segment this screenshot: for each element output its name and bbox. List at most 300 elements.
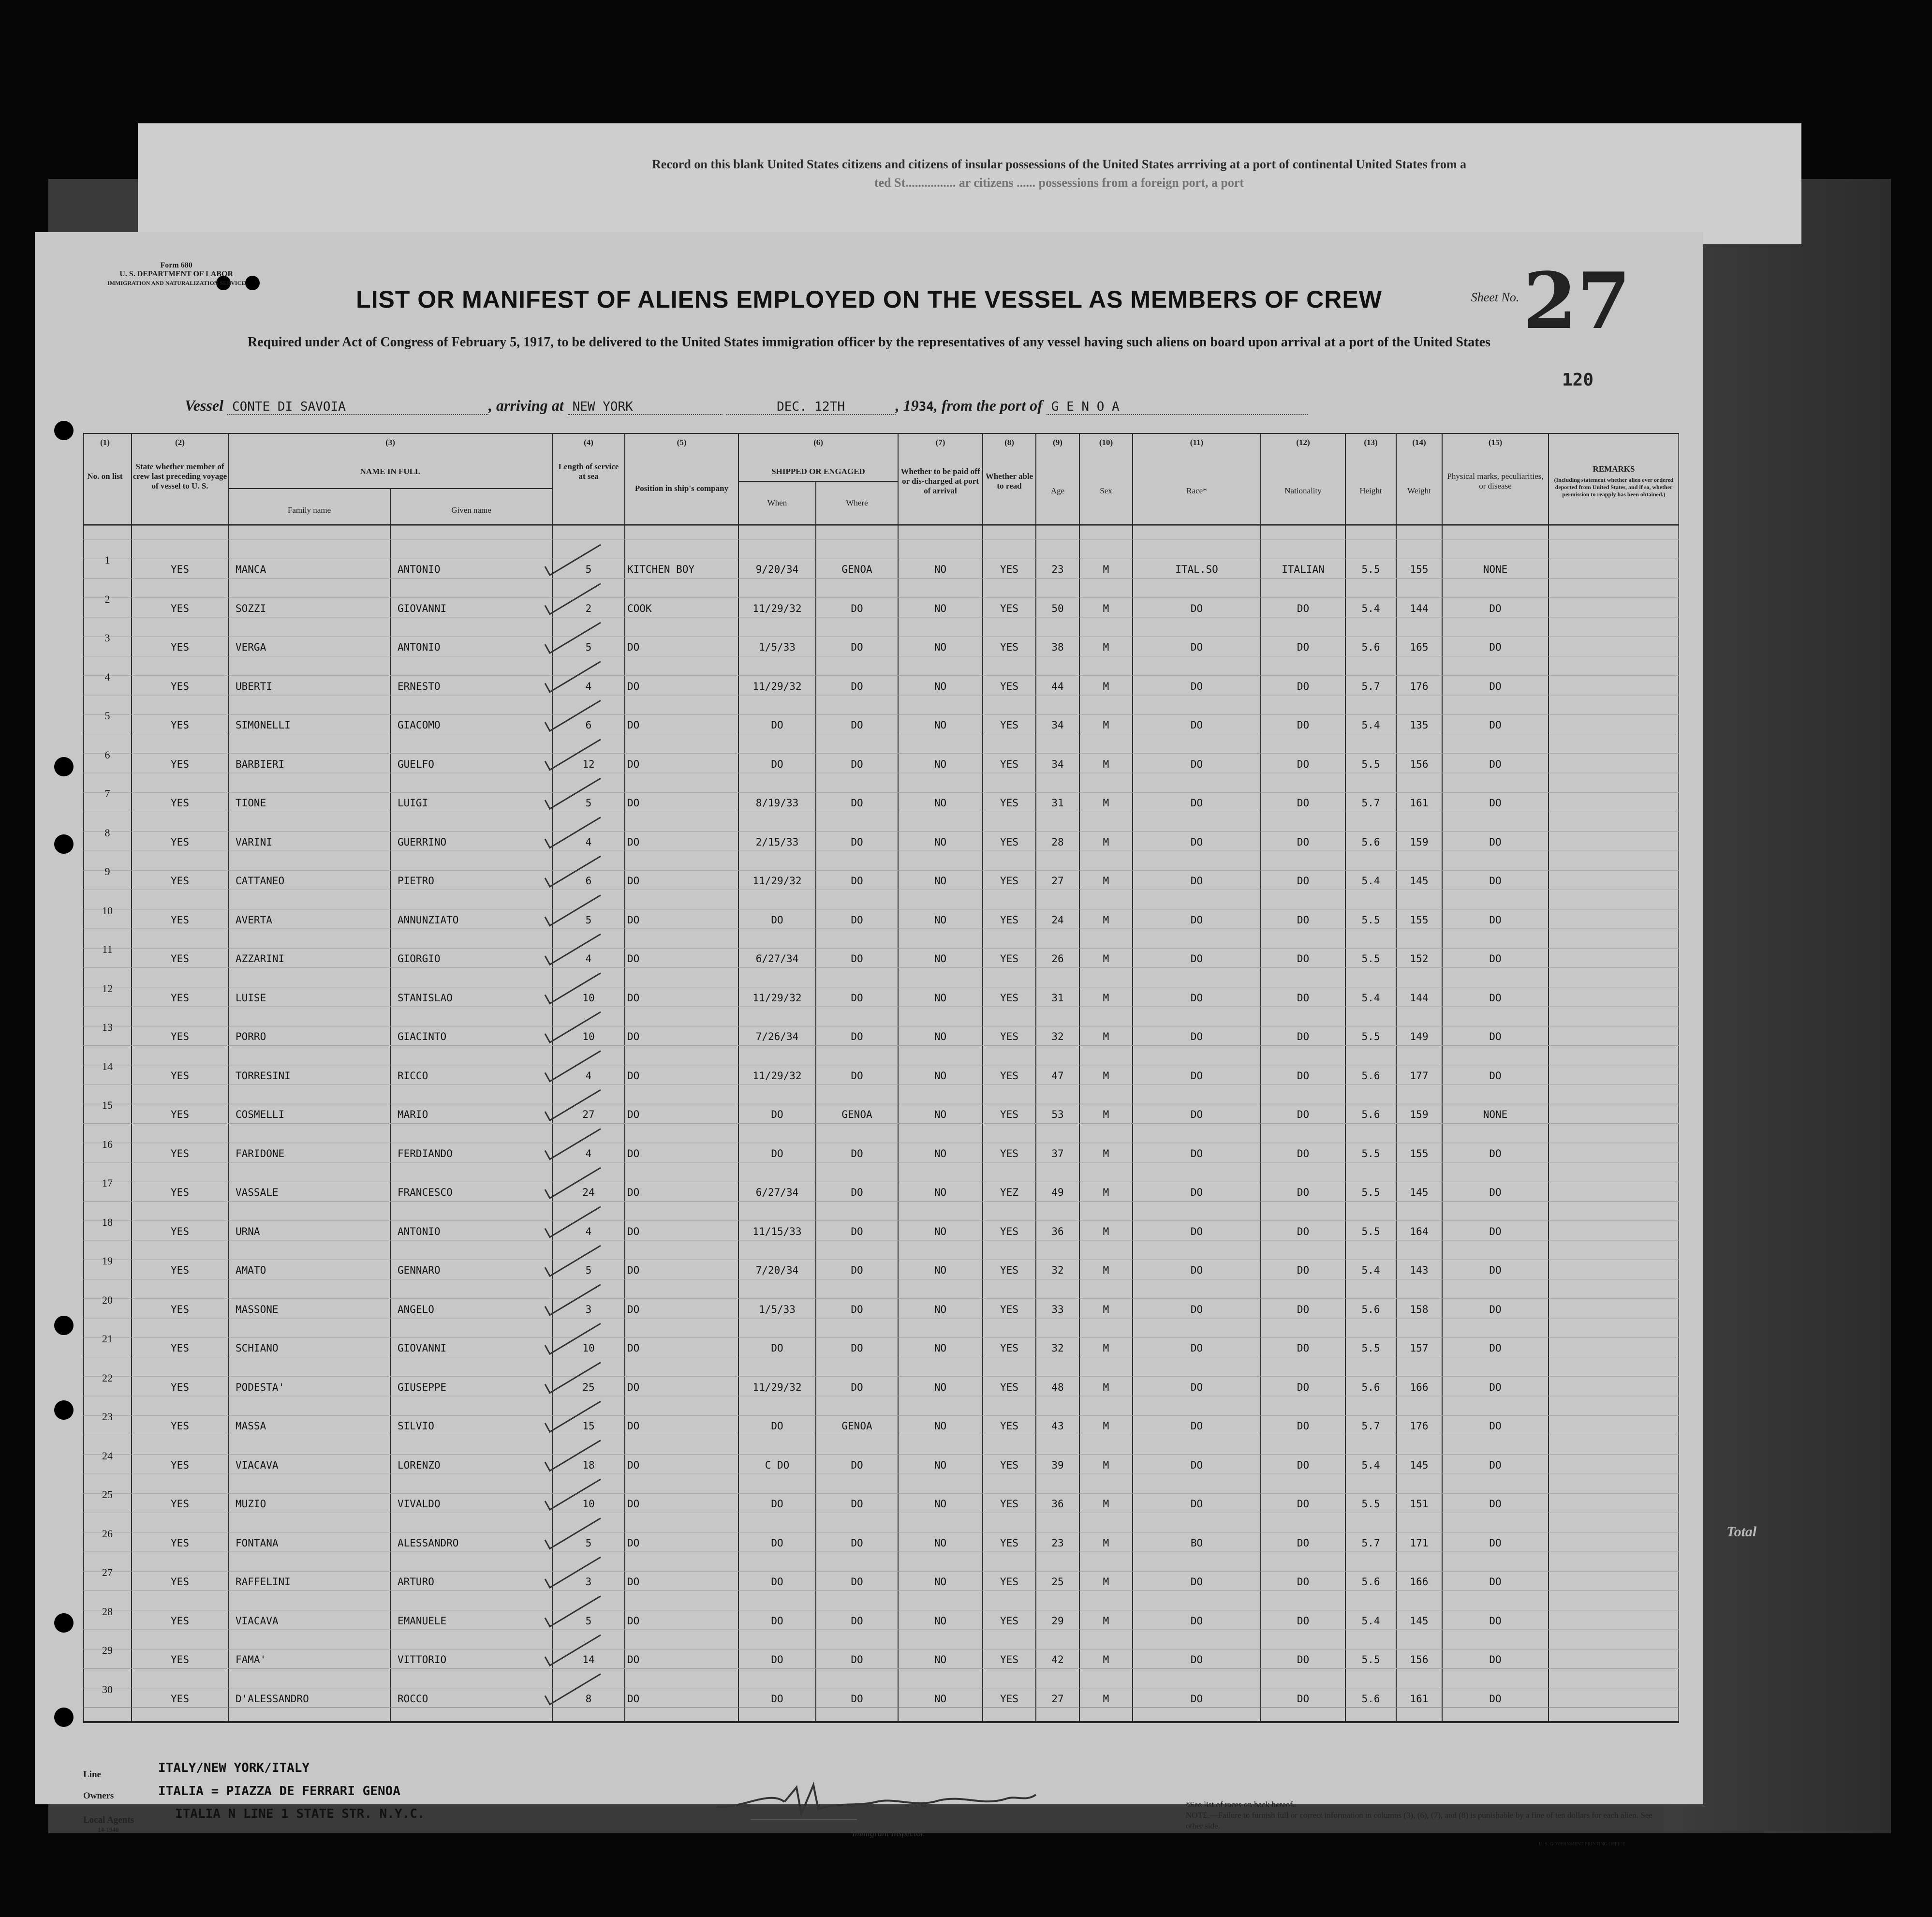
cell-weight: 145 (1410, 1459, 1429, 1471)
cell-prior: YES (171, 680, 189, 692)
col-service-num: (4) (584, 438, 593, 447)
cell-position: DO (627, 992, 640, 1004)
cell-race: DO (1190, 992, 1203, 1004)
cell-no: 10 (102, 904, 113, 917)
departure-port: G E N O A (1047, 400, 1308, 415)
cell-marks: NONE (1483, 1109, 1508, 1120)
cell-given: ANNUNZIATO (398, 914, 459, 926)
cell-height: 5.4 (1361, 719, 1380, 731)
binder-hole (54, 757, 74, 776)
cell-no: 16 (102, 1138, 113, 1150)
cell-read: YES (1000, 564, 1018, 575)
cell-race: DO (1190, 1070, 1203, 1082)
cell-weight: 156 (1410, 1654, 1429, 1665)
cell-service: 6 (585, 875, 592, 887)
cell-when: DO (771, 914, 783, 926)
cell-no: 24 (102, 1449, 113, 1462)
cell-nationality: DO (1297, 1459, 1310, 1471)
cell-position: DO (627, 1303, 640, 1315)
cell-position: DO (627, 1459, 640, 1471)
cell-race: DO (1190, 719, 1203, 731)
cell-no: 15 (102, 1099, 113, 1111)
cell-when: 1/5/33 (759, 641, 796, 653)
cell-where: DO (851, 1225, 863, 1237)
col-height-num: (13) (1364, 438, 1378, 447)
cell-when: 6/27/34 (755, 1187, 799, 1198)
cell-prior: YES (171, 1187, 189, 1198)
cell-when: 11/15/33 (752, 1225, 802, 1237)
cell-paid: NO (934, 797, 947, 809)
cell-where: DO (851, 1654, 863, 1665)
cell-family: CATTANEO (236, 875, 285, 887)
cell-marks: DO (1489, 914, 1502, 926)
cell-position: DO (627, 797, 640, 809)
cell-sex: M (1103, 797, 1109, 809)
cell-position: DO (627, 1031, 640, 1042)
binder-hole (54, 421, 74, 440)
cell-position: DO (627, 1615, 640, 1627)
cell-no: 11 (102, 943, 113, 955)
cell-no: 29 (102, 1644, 113, 1656)
cell-where: DO (851, 797, 863, 809)
cell-where: DO (851, 1576, 863, 1588)
cell-where: DO (851, 1303, 863, 1315)
cell-weight: 156 (1410, 758, 1429, 770)
cell-position: DO (627, 1576, 640, 1588)
cell-height: 5.5 (1361, 1187, 1380, 1198)
cell-weight: 145 (1410, 1187, 1429, 1198)
cell-family: MUZIO (236, 1498, 266, 1510)
col-nationality-num: (12) (1296, 438, 1310, 447)
cell-sex: M (1103, 1420, 1109, 1432)
cell-weight: 159 (1410, 1109, 1429, 1120)
races-note: *See list of races on back hereof. (1186, 1800, 1295, 1809)
cell-nationality: DO (1297, 1615, 1310, 1627)
cell-weight: 155 (1410, 914, 1429, 926)
cell-paid: NO (934, 1264, 947, 1276)
cell-marks: DO (1489, 719, 1502, 731)
cell-position: DO (627, 1264, 640, 1276)
cell-paid: NO (934, 1576, 947, 1588)
cell-when: DO (771, 1693, 783, 1705)
cell-sex: M (1103, 1459, 1109, 1471)
cell-marks: DO (1489, 1342, 1502, 1354)
cell-weight: 164 (1410, 1225, 1429, 1237)
cell-age: 31 (1051, 797, 1064, 809)
cell-no: 20 (102, 1293, 113, 1306)
cell-family: RAFFELINI (236, 1576, 291, 1588)
cell-read: YES (1000, 797, 1018, 809)
cell-race: DO (1190, 1459, 1203, 1471)
col-height-label: Height (1359, 486, 1382, 495)
cell-nationality: DO (1297, 1147, 1310, 1159)
cell-no: 22 (102, 1371, 113, 1384)
year-prefix: 19 (903, 397, 919, 414)
cell-race: DO (1190, 1225, 1203, 1237)
cell-family: FAMA' (236, 1654, 266, 1665)
cell-prior: YES (171, 1654, 189, 1665)
cell-no: 3 (104, 632, 110, 644)
agents-value: ITALIA N LINE 1 STATE STR. N.Y.C. (175, 1807, 425, 1821)
cell-nationality: DO (1297, 719, 1310, 731)
cell-sex: M (1103, 564, 1109, 575)
cell-when: DO (771, 1342, 783, 1354)
cell-family: MASSONE (236, 1303, 279, 1315)
cell-height: 5.7 (1361, 680, 1380, 692)
cell-sex: M (1103, 1498, 1109, 1510)
cell-marks: DO (1489, 1498, 1502, 1510)
cell-no: 8 (104, 826, 110, 839)
cell-marks: DO (1489, 641, 1502, 653)
cell-race: DO (1190, 1147, 1203, 1159)
cell-service: 27 (582, 1109, 595, 1120)
cell-read: YES (1000, 1420, 1018, 1432)
cell-read: YES (1000, 836, 1018, 848)
cell-position: DO (627, 680, 640, 692)
cell-prior: YES (171, 1342, 189, 1354)
binder-hole (54, 1400, 74, 1420)
cell-height: 5.4 (1361, 992, 1380, 1004)
col-name-label: NAME IN FULL (360, 467, 421, 476)
cell-given: GIACOMO (398, 719, 441, 731)
cell-nationality: DO (1297, 1303, 1310, 1315)
cell-where: DO (851, 1187, 863, 1198)
cell-race: DO (1190, 758, 1203, 770)
cell-age: 27 (1051, 1693, 1064, 1705)
cell-age: 34 (1051, 758, 1064, 770)
col-marks-label: Physical marks, peculiarities, or disease (1447, 472, 1544, 490)
form-service: IMMIGRATION AND NATURALIZATION SERVICE (107, 280, 246, 286)
cell-position: DO (627, 1537, 640, 1549)
cell-no: 14 (102, 1060, 113, 1072)
cell-marks: DO (1489, 1187, 1502, 1198)
cell-age: 36 (1051, 1225, 1064, 1237)
cell-where: DO (851, 1537, 863, 1549)
cell-given: LORENZO (398, 1459, 441, 1471)
cell-nationality: DO (1297, 1225, 1310, 1237)
cell-where: DO (851, 758, 863, 770)
cell-no: 21 (102, 1333, 113, 1345)
cell-height: 5.5 (1361, 1342, 1380, 1354)
cell-family: AVERTA (236, 914, 272, 926)
cell-no: 28 (102, 1605, 113, 1618)
cell-marks: DO (1489, 1031, 1502, 1042)
cell-where: DO (851, 680, 863, 692)
col-remarks-note: (Including statement whether alien ever ordered deported from United States, and if so, whether permission to reapply has been obtained.) (1554, 476, 1674, 498)
cell-service: 5 (585, 797, 592, 809)
cell-family: TORRESINI (236, 1070, 291, 1082)
cell-no: 6 (104, 748, 110, 761)
form-identifier (107, 261, 245, 287)
col-position-label: Position in ship's company (634, 484, 729, 493)
col-age-num: (9) (1053, 438, 1062, 447)
cell-given: EMANUELE (398, 1615, 447, 1627)
col-shipped-num: (6) (813, 438, 823, 447)
cell-service: 10 (582, 1342, 595, 1354)
cell-nationality: DO (1297, 602, 1310, 614)
cell-paid: NO (934, 1109, 947, 1120)
cell-prior: YES (171, 1693, 189, 1705)
cell-paid: NO (934, 914, 947, 926)
cell-weight: 151 (1410, 1498, 1429, 1510)
manifest-table (83, 433, 1679, 1749)
owners-value: ITALIA = PIAZZA DE FERRARI GENOA (158, 1784, 400, 1798)
cell-weight: 144 (1410, 992, 1429, 1004)
col-prior-num: (2) (175, 438, 185, 447)
cell-given: VIVALDO (398, 1498, 441, 1510)
cell-height: 5.7 (1361, 1420, 1380, 1432)
cell-family: AMATO (236, 1264, 266, 1276)
cell-position: DO (627, 1693, 640, 1705)
cell-prior: YES (171, 1070, 189, 1082)
col-remarks-label: REMARKS (1593, 464, 1635, 474)
cell-paid: NO (934, 953, 947, 965)
stamp-number: 120 (1562, 370, 1594, 390)
cell-height: 5.5 (1361, 1031, 1380, 1042)
cell-race: DO (1190, 1615, 1203, 1627)
cell-given: STANISLAO (398, 992, 453, 1004)
cell-when: DO (771, 719, 783, 731)
cell-read: YES (1000, 1147, 1018, 1159)
cell-service: 5 (585, 1264, 592, 1276)
cell-given: GIOVANNI (398, 602, 447, 614)
cell-sex: M (1103, 1109, 1109, 1120)
cell-race: DO (1190, 836, 1203, 848)
cell-race: DO (1190, 1187, 1203, 1198)
cell-family: VASSALE (236, 1187, 279, 1198)
cell-paid: NO (934, 992, 947, 1004)
cell-nationality: DO (1297, 797, 1310, 809)
cell-age: 33 (1051, 1303, 1064, 1315)
cell-read: YES (1000, 1693, 1018, 1705)
cell-position: DO (627, 1109, 640, 1120)
cell-family: VERGA (236, 641, 266, 653)
cell-marks: DO (1489, 1303, 1502, 1315)
cell-read: YES (1000, 1498, 1018, 1510)
cell-age: 25 (1051, 1576, 1064, 1588)
cell-sex: M (1103, 680, 1109, 692)
col-name-num: (3) (385, 438, 395, 447)
col-position-num: (5) (677, 438, 687, 447)
cell-height: 5.6 (1361, 1303, 1380, 1315)
cell-when: 1/5/33 (759, 1303, 796, 1315)
cell-paid: NO (934, 564, 947, 575)
cell-service: 5 (585, 1537, 592, 1549)
cell-prior: YES (171, 1147, 189, 1159)
cell-when: 6/27/34 (755, 953, 799, 965)
cell-when: DO (771, 1147, 783, 1159)
cell-sex: M (1103, 1693, 1109, 1705)
cell-paid: NO (934, 602, 947, 614)
cell-read: YES (1000, 1654, 1018, 1665)
cell-nationality: DO (1297, 1381, 1310, 1393)
cell-paid: NO (934, 1070, 947, 1082)
cell-service: 8 (585, 1693, 592, 1705)
cell-age: 39 (1051, 1459, 1064, 1471)
cell-service: 18 (582, 1459, 595, 1471)
sheet-number-value: 27 (1523, 255, 1631, 346)
cell-sex: M (1103, 758, 1109, 770)
cell-service: 10 (582, 1498, 595, 1510)
cell-marks: DO (1489, 1147, 1502, 1159)
line-label: Line (83, 1769, 101, 1780)
cell-race: DO (1190, 875, 1203, 887)
cell-race: DO (1190, 1654, 1203, 1665)
cell-position: DO (627, 1225, 640, 1237)
cell-paid: NO (934, 1187, 947, 1198)
cell-marks: DO (1489, 1459, 1502, 1471)
cell-weight: 155 (1410, 1147, 1429, 1159)
cell-race: DO (1190, 797, 1203, 809)
cell-family: SIMONELLI (236, 719, 291, 731)
cell-paid: NO (934, 641, 947, 653)
cell-given: FRANCESCO (398, 1187, 453, 1198)
cell-prior: YES (171, 953, 189, 965)
cell-age: 32 (1051, 1031, 1064, 1042)
cell-where: DO (851, 719, 863, 731)
col-sex-num: (10) (1099, 438, 1113, 447)
cell-race: DO (1190, 1420, 1203, 1432)
inspector-signature (712, 1780, 1041, 1828)
cell-service: 5 (585, 641, 592, 653)
cell-nationality: DO (1297, 1654, 1310, 1665)
cell-when: 2/15/33 (755, 836, 799, 848)
cell-nationality: DO (1297, 1070, 1310, 1082)
cell-race: DO (1190, 1498, 1203, 1510)
cell-nationality: DO (1297, 1576, 1310, 1588)
cell-nationality: DO (1297, 836, 1310, 848)
cell-service: 6 (585, 719, 592, 731)
cell-read: YES (1000, 1303, 1018, 1315)
col-race-num: (11) (1190, 438, 1204, 447)
cell-family: MANCA (236, 564, 266, 575)
line-value: ITALY/NEW YORK/ITALY (158, 1761, 310, 1775)
cell-read: YES (1000, 1225, 1018, 1237)
cell-given: ERNESTO (398, 680, 441, 692)
cell-where: DO (851, 1147, 863, 1159)
cell-read: YES (1000, 875, 1018, 887)
cell-weight: 145 (1410, 875, 1429, 887)
cell-marks: DO (1489, 1264, 1502, 1276)
cell-race: DO (1190, 1303, 1203, 1315)
cell-height: 5.4 (1361, 1264, 1380, 1276)
cell-marks: DO (1489, 680, 1502, 692)
cell-prior: YES (171, 1303, 189, 1315)
col-race-label: Race* (1186, 486, 1207, 495)
cell-prior: YES (171, 1459, 189, 1471)
cell-no: 1 (104, 554, 110, 566)
cell-family: BARBIERI (236, 758, 285, 770)
cell-prior: YES (171, 797, 189, 809)
cell-marks: DO (1489, 797, 1502, 809)
cell-read: YES (1000, 992, 1018, 1004)
inspector-label: Immigrant Inspector. (852, 1828, 925, 1838)
col-nationality-label: Nationality (1284, 486, 1322, 495)
cell-weight: 161 (1410, 797, 1429, 809)
col-age-label: Age (1050, 486, 1065, 495)
cell-family: PORRO (236, 1031, 266, 1042)
cell-age: 29 (1051, 1615, 1064, 1627)
cell-paid: NO (934, 1420, 947, 1432)
cell-race: DO (1190, 1264, 1203, 1276)
cell-sex: M (1103, 836, 1109, 848)
arrival-year: 34 (918, 400, 934, 414)
underlying-caption: Record on this blank United States citizens and citizens of insular possessions of the United States arrriving at a port of continental United States from a (652, 157, 1466, 171)
col-where-label: Where (846, 498, 868, 507)
cell-nationality: DO (1297, 1109, 1310, 1120)
cell-position: DO (627, 875, 640, 887)
cell-when: 8/19/33 (755, 797, 799, 809)
cell-nationality: DO (1297, 1342, 1310, 1354)
page-title: LIST OR MANIFEST OF ALIENS EMPLOYED ON THE VESSEL AS MEMBERS OF CREW (356, 286, 1382, 313)
cell-service: 24 (582, 1187, 595, 1198)
cell-paid: NO (934, 1615, 947, 1627)
cell-weight: 144 (1410, 602, 1429, 614)
agents-label: Local Agents (83, 1815, 134, 1825)
cell-when: DO (771, 1498, 783, 1510)
cell-sex: M (1103, 1070, 1109, 1082)
cell-prior: YES (171, 875, 189, 887)
cell-position: DO (627, 1342, 640, 1354)
cell-marks: DO (1489, 992, 1502, 1004)
cell-given: ALESSANDRO (398, 1537, 459, 1549)
cell-height: 5.4 (1361, 1459, 1380, 1471)
cell-prior: YES (171, 836, 189, 848)
cell-read: YES (1000, 1342, 1018, 1354)
cell-no: 4 (104, 670, 110, 683)
cell-family: VARINI (236, 836, 272, 848)
cell-race: DO (1190, 1693, 1203, 1705)
cell-age: 50 (1051, 602, 1064, 614)
cell-when: DO (771, 1420, 783, 1432)
form-number: Form 680 (160, 261, 192, 269)
cell-age: 23 (1051, 1537, 1064, 1549)
cell-position: KITCHEN BOY (627, 564, 695, 575)
cell-weight: 166 (1410, 1381, 1429, 1393)
col-no-label: No. on list (87, 472, 123, 481)
cell-paid: NO (934, 1654, 947, 1665)
from-label: , from the port of (933, 397, 1043, 414)
cell-height: 5.6 (1361, 1109, 1380, 1120)
cell-nationality: DO (1297, 1420, 1310, 1432)
cell-given: GUERRINO (398, 836, 447, 848)
cell-service: 15 (582, 1420, 595, 1432)
cell-age: 38 (1051, 641, 1064, 653)
cell-no: 25 (102, 1488, 113, 1501)
cell-weight: 176 (1410, 680, 1429, 692)
cell-marks: DO (1489, 1420, 1502, 1432)
cell-age: 26 (1051, 953, 1064, 965)
cell-position: DO (627, 641, 640, 653)
col-shipped-label: SHIPPED OR ENGAGED (771, 467, 865, 476)
cell-weight: 155 (1410, 564, 1429, 575)
cell-position: DO (627, 1187, 640, 1198)
cell-sex: M (1103, 1264, 1109, 1276)
cell-read: YES (1000, 1615, 1018, 1627)
cell-prior: YES (171, 1264, 189, 1276)
cell-where: GENOA (841, 564, 872, 575)
arrival-port: NEW YORK (568, 400, 723, 415)
cell-sex: M (1103, 1031, 1109, 1042)
cell-nationality: DO (1297, 992, 1310, 1004)
cell-given: GIOVANNI (398, 1342, 447, 1354)
cell-prior: YES (171, 1615, 189, 1627)
cell-read: YES (1000, 1264, 1018, 1276)
cell-given: GIACINTO (398, 1031, 447, 1042)
cell-no: 17 (102, 1177, 113, 1189)
cell-paid: NO (934, 1693, 947, 1705)
cell-marks: DO (1489, 1693, 1502, 1705)
